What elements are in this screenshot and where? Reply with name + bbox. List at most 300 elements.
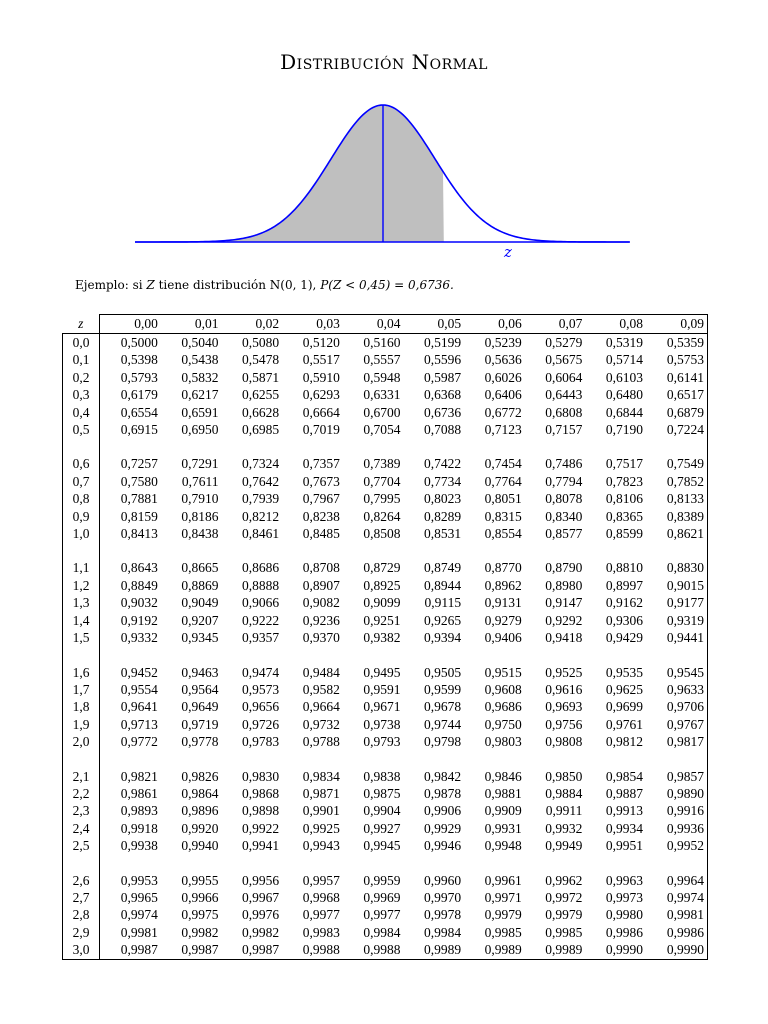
probability-cell: 0,5120 — [302, 335, 340, 350]
probability-cell: 0,8106 — [605, 491, 644, 507]
probability-cell: 0,9131 — [484, 595, 522, 611]
probability-cell: 0,9656 — [242, 699, 280, 715]
probability-cell: 0,5000 — [120, 335, 158, 350]
probability-cell: 0,5199 — [423, 335, 462, 350]
table-row — [63, 664, 708, 681]
table-row — [63, 490, 708, 507]
probability-cell: 0,9980 — [605, 907, 644, 923]
table-row — [63, 473, 708, 490]
probability-cell: 0,8212 — [242, 508, 280, 524]
probability-cell: 0,9788 — [302, 734, 340, 750]
probability-cell: 0,7734 — [423, 473, 462, 489]
z-value-cell: 1,2 — [63, 577, 100, 594]
table-row — [63, 334, 708, 352]
probability-cell: 0,9975 — [181, 907, 219, 923]
table-row — [63, 681, 708, 698]
normal-curve-figure — [130, 95, 640, 265]
probability-cell: 0,9962 — [545, 872, 583, 888]
probability-cell: 0,5517 — [302, 352, 340, 368]
z-value-cell: 0,4 — [63, 404, 100, 421]
table-row — [63, 785, 708, 802]
probability-cell: 0,8461 — [242, 526, 280, 542]
probability-cell: 0,9918 — [120, 820, 158, 836]
probability-cell: 0,6026 — [484, 369, 522, 385]
probability-cell: 0,9292 — [545, 612, 583, 628]
probability-cell: 0,9974 — [120, 907, 158, 923]
probability-cell: 0,9726 — [242, 716, 280, 732]
probability-cell: 0,6179 — [120, 387, 158, 403]
probability-cell: 0,7881 — [120, 491, 158, 507]
group-spacer-row — [63, 542, 708, 559]
group-spacer-row — [63, 855, 708, 872]
probability-cell: 0,9838 — [363, 768, 401, 784]
probability-cell: 0,9279 — [484, 612, 522, 628]
probability-cell: 0,9965 — [120, 889, 158, 905]
probability-cell: 0,9946 — [423, 838, 462, 854]
probability-cell: 0,8554 — [484, 526, 522, 542]
z-value-cell: 2,3 — [63, 802, 100, 819]
probability-cell: 0,7549 — [646, 455, 707, 472]
probability-cell: 0,9357 — [242, 630, 280, 646]
probability-cell: 0,5319 — [605, 335, 644, 350]
probability-cell: 0,9474 — [242, 664, 280, 680]
probability-cell: 0,9251 — [363, 612, 401, 628]
probability-cell: 0,9967 — [242, 889, 280, 905]
probability-cell: 0,9812 — [605, 734, 644, 750]
probability-cell: 0,7324 — [242, 456, 280, 472]
probability-cell: 0,9671 — [363, 699, 401, 715]
probability-cell: 0,7190 — [605, 422, 644, 438]
probability-cell: 0,9484 — [302, 664, 340, 680]
probability-cell: 0,5871 — [242, 369, 280, 385]
probability-cell: 0,8078 — [545, 491, 583, 507]
probability-cell: 0,9573 — [242, 681, 280, 697]
probability-cell: 0,9803 — [484, 734, 522, 750]
probability-cell: 0,7910 — [181, 491, 219, 507]
probability-cell: 0,9909 — [484, 803, 522, 819]
probability-cell: 0,9767 — [646, 716, 707, 733]
z-value-cell: 1,0 — [63, 525, 100, 542]
probability-cell: 0,9976 — [242, 907, 280, 923]
probability-cell: 0,9406 — [484, 630, 522, 646]
probability-cell: 0,9798 — [423, 734, 462, 750]
probability-cell: 0,5753 — [646, 351, 707, 368]
probability-cell: 0,9686 — [484, 699, 522, 715]
table-row — [63, 612, 708, 629]
example-text — [75, 278, 454, 292]
probability-cell: 0,7123 — [484, 422, 522, 438]
probability-cell: 0,9938 — [120, 838, 158, 854]
table-row — [63, 733, 708, 750]
probability-cell: 0,6141 — [646, 369, 707, 386]
column-header: 0,06 — [464, 315, 525, 334]
probability-cell: 0,9985 — [484, 924, 522, 940]
probability-cell: 0,7389 — [363, 456, 401, 472]
z-value-cell: 0,5 — [63, 421, 100, 438]
probability-cell: 0,9981 — [120, 924, 158, 940]
table-row — [63, 455, 708, 472]
probability-cell: 0,9826 — [181, 768, 219, 784]
probability-cell: 0,8980 — [545, 577, 583, 593]
probability-cell: 0,9890 — [646, 785, 707, 802]
probability-cell: 0,9625 — [605, 681, 644, 697]
probability-cell: 0,9750 — [484, 716, 522, 732]
probability-cell: 0,9772 — [120, 734, 158, 750]
probability-cell: 0,8186 — [181, 508, 219, 524]
probability-cell: 0,9978 — [423, 907, 462, 923]
probability-cell: 0,8665 — [181, 560, 219, 576]
probability-cell: 0,9608 — [484, 681, 522, 697]
probability-cell: 0,9032 — [120, 595, 158, 611]
probability-cell: 0,9982 — [181, 924, 219, 940]
probability-cell: 0,9971 — [484, 889, 522, 905]
probability-cell: 0,8869 — [181, 577, 219, 593]
probability-cell: 0,5557 — [363, 352, 401, 368]
probability-cell: 0,9949 — [545, 838, 583, 854]
probability-cell: 0,7224 — [646, 421, 707, 438]
probability-cell: 0,9761 — [605, 716, 644, 732]
table-row — [63, 802, 708, 819]
table-row — [63, 820, 708, 837]
probability-cell: 0,9966 — [181, 889, 219, 905]
probability-cell: 0,7642 — [242, 473, 280, 489]
probability-cell: 0,9931 — [484, 820, 522, 836]
probability-cell: 0,7019 — [302, 422, 340, 438]
probability-cell: 0,9986 — [605, 924, 644, 940]
probability-cell: 0,5910 — [302, 369, 340, 385]
group-spacer-row — [63, 647, 708, 664]
probability-cell: 0,7357 — [302, 456, 340, 472]
probability-cell: 0,7157 — [545, 422, 583, 438]
z-column-header: z — [63, 315, 100, 334]
probability-cell: 0,7580 — [120, 473, 158, 489]
probability-cell: 0,8508 — [363, 526, 401, 542]
probability-cell: 0,6406 — [484, 387, 522, 403]
probability-cell: 0,6517 — [646, 386, 707, 403]
probability-cell: 0,9505 — [423, 664, 462, 680]
probability-cell: 0,9192 — [120, 612, 158, 628]
probability-cell: 0,6879 — [646, 404, 707, 421]
table-row — [63, 629, 708, 646]
probability-cell: 0,8485 — [302, 526, 340, 542]
probability-cell: 0,9429 — [605, 630, 644, 646]
probability-cell: 0,6772 — [484, 404, 522, 420]
probability-cell: 0,9979 — [545, 907, 583, 923]
probability-cell: 0,5987 — [423, 369, 462, 385]
probability-cell: 0,9974 — [646, 889, 707, 906]
probability-cell: 0,9738 — [363, 716, 401, 732]
z-value-cell: 1,5 — [63, 629, 100, 646]
probability-cell: 0,9985 — [545, 924, 583, 940]
probability-cell: 0,6664 — [302, 404, 340, 420]
probability-cell: 0,5948 — [363, 369, 401, 385]
probability-cell: 0,9842 — [423, 768, 462, 784]
probability-cell: 0,6950 — [181, 422, 219, 438]
probability-cell: 0,9535 — [605, 664, 644, 680]
probability-cell: 0,9922 — [242, 820, 280, 836]
probability-cell: 0,6064 — [545, 369, 583, 385]
probability-cell: 0,5359 — [646, 334, 707, 352]
table-header-row — [63, 315, 708, 334]
probability-cell: 0,5636 — [484, 352, 522, 368]
probability-cell: 0,5398 — [120, 352, 158, 368]
probability-cell: 0,9616 — [545, 681, 583, 697]
probability-cell: 0,9713 — [120, 716, 158, 732]
probability-cell: 0,7852 — [646, 473, 707, 490]
probability-cell: 0,9881 — [484, 785, 522, 801]
probability-cell: 0,9972 — [545, 889, 583, 905]
probability-cell: 0,6915 — [120, 422, 158, 438]
probability-cell: 0,9850 — [545, 768, 583, 784]
probability-cell: 0,9207 — [181, 612, 219, 628]
z-value-cell: 2,9 — [63, 924, 100, 941]
probability-cell: 0,9898 — [242, 803, 280, 819]
probability-cell: 0,6368 — [423, 387, 462, 403]
table-row — [63, 698, 708, 715]
probability-cell: 0,9955 — [181, 872, 219, 888]
probability-cell: 0,9719 — [181, 716, 219, 732]
probability-cell: 0,9861 — [120, 785, 158, 801]
probability-cell: 0,9177 — [646, 594, 707, 611]
probability-cell: 0,9830 — [242, 768, 280, 784]
probability-cell: 0,9732 — [302, 716, 340, 732]
z-value-cell: 2,2 — [63, 785, 100, 802]
probability-cell: 0,7764 — [484, 473, 522, 489]
probability-cell: 0,7704 — [363, 473, 401, 489]
probability-cell: 0,6480 — [605, 387, 644, 403]
z-value-cell: 0,8 — [63, 490, 100, 507]
column-header: 0,00 — [100, 315, 161, 334]
probability-cell: 0,5239 — [484, 335, 522, 350]
probability-cell: 0,9222 — [242, 612, 280, 628]
probability-cell: 0,8340 — [545, 508, 583, 524]
probability-cell: 0,9345 — [181, 630, 219, 646]
probability-cell: 0,9983 — [302, 924, 340, 940]
probability-cell: 0,7673 — [302, 473, 340, 489]
probability-cell: 0,7486 — [545, 456, 583, 472]
probability-cell: 0,9793 — [363, 734, 401, 750]
table-row — [63, 768, 708, 785]
z-value-cell: 0,9 — [63, 508, 100, 525]
probability-cell: 0,9959 — [363, 872, 401, 888]
probability-cell: 0,8708 — [302, 560, 340, 576]
probability-cell: 0,9082 — [302, 595, 340, 611]
page-title: Distribución Normal — [280, 50, 488, 74]
probability-cell: 0,9982 — [242, 924, 280, 940]
probability-cell: 0,9817 — [646, 733, 707, 750]
column-header: 0,02 — [222, 315, 283, 334]
table-row — [63, 525, 708, 542]
probability-cell: 0,8438 — [181, 526, 219, 542]
probability-cell: 0,9783 — [242, 734, 280, 750]
probability-cell: 0,9678 — [423, 699, 462, 715]
probability-cell: 0,9452 — [120, 664, 158, 680]
probability-cell: 0,9901 — [302, 803, 340, 819]
table-row — [63, 924, 708, 941]
probability-cell: 0,9099 — [363, 595, 401, 611]
probability-cell: 0,9875 — [363, 785, 401, 801]
table-row — [63, 594, 708, 611]
table-row — [63, 872, 708, 889]
probability-cell: 0,9495 — [363, 664, 401, 680]
probability-cell: 0,8238 — [302, 508, 340, 524]
table-row — [63, 906, 708, 923]
probability-cell: 0,9913 — [605, 803, 644, 819]
probability-cell: 0,9306 — [605, 612, 644, 628]
probability-cell: 0,9332 — [120, 630, 158, 646]
group-spacer-row — [63, 438, 708, 455]
probability-cell: 0,9115 — [424, 595, 462, 611]
probability-cell: 0,9948 — [484, 838, 522, 854]
example-prefix: Ejemplo: si — [75, 278, 143, 292]
probability-cell: 0,9633 — [646, 681, 707, 698]
probability-cell: 0,9394 — [423, 630, 462, 646]
probability-cell: 0,9699 — [605, 699, 644, 715]
probability-cell: 0,9582 — [302, 681, 340, 697]
z-value-cell: 1,4 — [63, 612, 100, 629]
probability-cell: 0,9934 — [605, 820, 644, 836]
probability-cell: 0,7291 — [181, 456, 219, 472]
z-value-cell: 1,1 — [63, 559, 100, 576]
probability-cell: 0,9778 — [181, 734, 219, 750]
probability-cell: 0,6554 — [120, 404, 158, 420]
probability-cell: 0,9857 — [646, 768, 707, 785]
probability-cell: 0,9147 — [545, 595, 583, 611]
probability-cell: 0,9515 — [484, 664, 522, 680]
probability-cell: 0,5596 — [423, 352, 462, 368]
table-row — [63, 351, 708, 368]
z-value-cell: 1,8 — [63, 698, 100, 715]
probability-cell: 0,7611 — [181, 473, 219, 489]
probability-cell: 0,9952 — [646, 837, 707, 854]
probability-cell: 0,9319 — [646, 612, 707, 629]
table-row — [63, 508, 708, 525]
probability-cell: 0,9441 — [646, 629, 707, 646]
probability-cell: 0,9884 — [545, 785, 583, 801]
probability-cell: 0,8790 — [545, 560, 583, 576]
probability-cell: 0,8599 — [605, 526, 644, 542]
probability-cell: 0,9932 — [545, 820, 583, 836]
probability-cell: 0,5438 — [181, 352, 219, 368]
z-value-cell: 2,8 — [63, 906, 100, 923]
z-value-cell: 0,1 — [63, 351, 100, 368]
probability-cell: 0,9990 — [585, 941, 646, 959]
probability-cell: 0,9987 — [222, 941, 283, 959]
probability-cell: 0,9941 — [242, 838, 280, 854]
probability-cell: 0,8849 — [120, 577, 158, 593]
probability-cell: 0,6700 — [363, 404, 401, 420]
probability-cell: 0,9744 — [423, 716, 462, 732]
probability-cell: 0,7939 — [242, 491, 280, 507]
probability-cell: 0,6736 — [423, 404, 462, 420]
probability-cell: 0,8830 — [646, 559, 707, 576]
probability-cell: 0,7454 — [484, 456, 522, 472]
table-row — [63, 889, 708, 906]
probability-cell: 0,8888 — [242, 577, 280, 593]
probability-cell: 0,8264 — [363, 508, 401, 524]
probability-cell: 0,9920 — [181, 820, 219, 836]
probability-cell: 0,8907 — [302, 577, 340, 593]
probability-cell: 0,8729 — [363, 560, 401, 576]
probability-cell: 0,7088 — [423, 422, 462, 438]
z-value-cell: 0,6 — [63, 455, 100, 472]
z-value-cell: 2,4 — [63, 820, 100, 837]
probability-cell: 0,8365 — [605, 508, 644, 524]
z-value-cell: 1,3 — [63, 594, 100, 611]
probability-cell: 0,9987 — [161, 941, 222, 959]
table-row — [63, 941, 708, 959]
probability-cell: 0,8413 — [120, 526, 158, 542]
probability-cell: 0,9977 — [302, 907, 340, 923]
probability-cell: 0,9864 — [181, 785, 219, 801]
probability-cell: 0,9960 — [423, 872, 462, 888]
probability-cell: 0,7422 — [423, 456, 462, 472]
shaded-area — [227, 105, 444, 242]
probability-cell: 0,7257 — [120, 456, 158, 472]
z-value-cell: 1,6 — [63, 664, 100, 681]
probability-cell: 0,5160 — [363, 335, 401, 350]
probability-cell: 0,9887 — [605, 785, 644, 801]
probability-cell: 0,9968 — [302, 889, 340, 905]
probability-cell: 0,8810 — [605, 560, 644, 576]
probability-cell: 0,9066 — [242, 595, 280, 611]
column-header: 0,07 — [525, 315, 586, 334]
probability-cell: 0,9963 — [605, 872, 644, 888]
probability-cell: 0,8770 — [484, 560, 522, 576]
z-value-cell: 2,7 — [63, 889, 100, 906]
probability-cell: 0,9973 — [605, 889, 644, 905]
probability-cell: 0,7054 — [363, 422, 401, 438]
probability-cell: 0,9977 — [363, 907, 401, 923]
probability-cell: 0,9834 — [302, 768, 340, 784]
probability-cell: 0,9969 — [363, 889, 401, 905]
probability-cell: 0,6293 — [302, 387, 340, 403]
table-row — [63, 421, 708, 438]
probability-cell: 0,8289 — [423, 508, 462, 524]
probability-cell: 0,9989 — [525, 941, 586, 959]
probability-cell: 0,8389 — [646, 508, 707, 525]
probability-cell: 0,9545 — [646, 664, 707, 681]
probability-cell: 0,9964 — [646, 872, 707, 889]
probability-cell: 0,9821 — [120, 768, 158, 784]
column-header: 0,09 — [646, 315, 707, 334]
probability-cell: 0,7823 — [605, 473, 644, 489]
probability-cell: 0,9984 — [423, 924, 462, 940]
probability-cell: 0,9591 — [363, 681, 401, 697]
example-mid: tiene distribución N(0, 1), — [158, 278, 317, 292]
probability-cell: 0,6255 — [242, 387, 280, 403]
column-header: 0,08 — [585, 315, 646, 334]
probability-cell: 0,6103 — [605, 369, 644, 385]
probability-cell: 0,8577 — [545, 526, 583, 542]
probability-cell: 0,9929 — [423, 820, 462, 836]
probability-cell: 0,5675 — [545, 352, 583, 368]
probability-cell: 0,9693 — [545, 699, 583, 715]
probability-cell: 0,9162 — [605, 595, 644, 611]
probability-cell: 0,9987 — [100, 941, 161, 959]
probability-cell: 0,9945 — [363, 838, 401, 854]
probability-cell: 0,6808 — [545, 404, 583, 420]
probability-cell: 0,8023 — [423, 491, 462, 507]
normal-table — [62, 314, 708, 960]
probability-cell: 0,6591 — [181, 404, 219, 420]
probability-cell: 0,9418 — [545, 630, 583, 646]
probability-cell: 0,9906 — [423, 803, 462, 819]
z-value-cell: 2,1 — [63, 768, 100, 785]
probability-cell: 0,8315 — [484, 508, 522, 524]
probability-cell: 0,8531 — [423, 526, 462, 542]
probability-cell: 0,5832 — [181, 369, 219, 385]
